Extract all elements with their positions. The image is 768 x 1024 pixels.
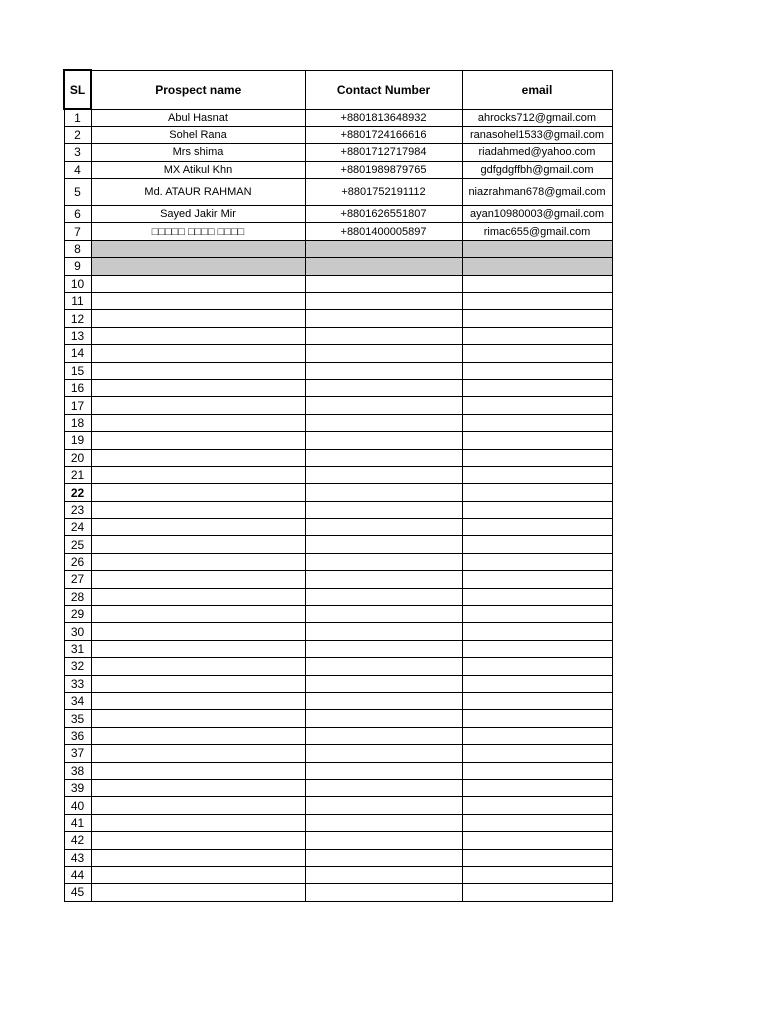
contact-number-cell[interactable] (305, 814, 462, 831)
prospect-name-cell[interactable]: Abul Hasnat (91, 109, 305, 126)
table-row (64, 501, 612, 518)
table-row (64, 658, 612, 675)
email-cell[interactable] (462, 797, 612, 814)
email-cell[interactable]: ranasohel1533@gmail.com (462, 126, 612, 143)
prospect-name-cell[interactable] (91, 240, 305, 257)
email-cell[interactable] (462, 588, 612, 605)
table-row (64, 432, 612, 449)
contact-number-cell[interactable] (305, 449, 462, 466)
contact-number-cell[interactable] (305, 484, 462, 501)
prospect-table (63, 69, 613, 902)
contact-number-cell[interactable] (305, 432, 462, 449)
sl-cell[interactable]: 45 (64, 884, 91, 901)
table-row (64, 553, 612, 570)
sl-cell[interactable]: 21 (64, 466, 91, 483)
sl-cell[interactable]: 30 (64, 623, 91, 640)
prospect-name-cell[interactable] (91, 310, 305, 327)
email-cell[interactable] (462, 345, 612, 362)
table-row (64, 126, 612, 143)
table-row (64, 310, 612, 327)
table-row (64, 179, 612, 206)
prospect-name-cell[interactable] (91, 658, 305, 675)
prospect-name-cell[interactable] (91, 762, 305, 779)
email-cell[interactable] (462, 640, 612, 657)
email-cell[interactable]: riadahmed@yahoo.com (462, 144, 612, 161)
contact-number-cell[interactable] (305, 553, 462, 570)
prospect-name-cell[interactable]: Sayed Jakir Mir (91, 206, 305, 223)
table-row (64, 161, 612, 178)
sl-cell[interactable]: 12 (64, 310, 91, 327)
prospect-name-cell[interactable] (91, 484, 305, 501)
sl-cell[interactable]: 4 (64, 161, 91, 178)
contact-number-cell[interactable] (305, 675, 462, 692)
email-cell[interactable] (462, 727, 612, 744)
sl-cell[interactable]: 33 (64, 675, 91, 692)
table-row (64, 240, 612, 257)
sl-cell[interactable]: 35 (64, 710, 91, 727)
table-row (64, 849, 612, 866)
sl-cell[interactable]: 39 (64, 779, 91, 796)
prospect-name-cell[interactable] (91, 727, 305, 744)
sl-cell[interactable]: 23 (64, 501, 91, 518)
table-row (64, 144, 612, 161)
contact-number-cell[interactable]: +8801989879765 (305, 161, 462, 178)
header-contact-number[interactable]: Contact Number (305, 70, 462, 109)
contact-number-cell[interactable]: +8801813648932 (305, 109, 462, 126)
contact-number-cell[interactable] (305, 779, 462, 796)
email-cell[interactable] (462, 571, 612, 588)
sl-cell[interactable]: 25 (64, 536, 91, 553)
contact-number-cell[interactable]: +8801400005897 (305, 223, 462, 240)
email-cell[interactable] (462, 536, 612, 553)
prospect-name-cell[interactable] (91, 866, 305, 883)
table-row (64, 623, 612, 640)
contact-number-cell[interactable] (305, 693, 462, 710)
email-cell[interactable] (462, 466, 612, 483)
contact-number-cell[interactable] (305, 310, 462, 327)
prospect-name-cell[interactable] (91, 362, 305, 379)
sl-cell[interactable]: 10 (64, 275, 91, 292)
table-row (64, 745, 612, 762)
sl-cell[interactable]: 40 (64, 797, 91, 814)
contact-number-cell[interactable] (305, 884, 462, 901)
table-row (64, 397, 612, 414)
table-row (64, 884, 612, 901)
sl-cell[interactable]: 27 (64, 571, 91, 588)
prospect-name-cell[interactable] (91, 797, 305, 814)
sl-cell[interactable]: 2 (64, 126, 91, 143)
table-row (64, 693, 612, 710)
sl-cell[interactable]: 15 (64, 362, 91, 379)
prospect-name-cell[interactable] (91, 710, 305, 727)
table-row (64, 345, 612, 362)
email-cell[interactable] (462, 745, 612, 762)
sl-cell[interactable]: 43 (64, 849, 91, 866)
sl-cell[interactable]: 41 (64, 814, 91, 831)
email-cell[interactable] (462, 258, 612, 275)
table-row (64, 258, 612, 275)
prospect-name-cell[interactable] (91, 432, 305, 449)
contact-number-cell[interactable]: +8801752191112 (305, 179, 462, 206)
email-cell[interactable]: rimac655@gmail.com (462, 223, 612, 240)
contact-number-cell[interactable] (305, 519, 462, 536)
contact-number-cell[interactable] (305, 379, 462, 396)
prospect-name-cell[interactable] (91, 501, 305, 518)
table-row (64, 727, 612, 744)
sl-cell[interactable]: 38 (64, 762, 91, 779)
contact-number-cell[interactable] (305, 640, 462, 657)
email-cell[interactable] (462, 519, 612, 536)
prospect-name-cell[interactable] (91, 849, 305, 866)
prospect-name-cell[interactable] (91, 832, 305, 849)
email-cell[interactable] (462, 310, 612, 327)
sl-cell[interactable]: 16 (64, 379, 91, 396)
email-cell[interactable] (462, 240, 612, 257)
sl-cell[interactable]: 14 (64, 345, 91, 362)
table-row (64, 109, 612, 126)
table-row (64, 762, 612, 779)
contact-number-cell[interactable] (305, 293, 462, 310)
table-row (64, 675, 612, 692)
contact-number-cell[interactable] (305, 623, 462, 640)
email-cell[interactable] (462, 623, 612, 640)
contact-number-cell[interactable] (305, 240, 462, 257)
table-row (64, 414, 612, 431)
sl-cell[interactable]: 24 (64, 519, 91, 536)
contact-number-cell[interactable] (305, 745, 462, 762)
table-row (64, 606, 612, 623)
email-cell[interactable] (462, 675, 612, 692)
email-cell[interactable] (462, 379, 612, 396)
contact-number-cell[interactable] (305, 588, 462, 605)
table-row (64, 449, 612, 466)
table-row (64, 536, 612, 553)
email-cell[interactable] (462, 849, 612, 866)
sl-cell[interactable]: 17 (64, 397, 91, 414)
table-row (64, 866, 612, 883)
contact-number-cell[interactable] (305, 606, 462, 623)
table-row (64, 797, 612, 814)
prospect-name-cell[interactable] (91, 258, 305, 275)
contact-number-cell[interactable] (305, 658, 462, 675)
email-cell[interactable] (462, 449, 612, 466)
table-row (64, 779, 612, 796)
contact-number-cell[interactable] (305, 466, 462, 483)
sl-cell[interactable]: 3 (64, 144, 91, 161)
contact-number-cell[interactable] (305, 362, 462, 379)
prospect-name-cell[interactable] (91, 588, 305, 605)
sl-cell[interactable]: 29 (64, 606, 91, 623)
email-cell[interactable] (462, 710, 612, 727)
prospect-name-cell[interactable] (91, 675, 305, 692)
prospect-name-cell[interactable]: Sohel Rana (91, 126, 305, 143)
table-row (64, 588, 612, 605)
sl-cell[interactable]: 36 (64, 727, 91, 744)
contact-number-cell[interactable] (305, 536, 462, 553)
sl-cell[interactable]: 42 (64, 832, 91, 849)
contact-number-cell[interactable]: +8801626551807 (305, 206, 462, 223)
contact-number-cell[interactable] (305, 762, 462, 779)
prospect-name-cell[interactable] (91, 745, 305, 762)
sl-cell[interactable]: 13 (64, 327, 91, 344)
contact-number-cell[interactable]: +8801712717984 (305, 144, 462, 161)
email-cell[interactable]: niazrahman678@gmail.com (462, 179, 612, 206)
contact-number-cell[interactable] (305, 327, 462, 344)
prospect-name-cell[interactable] (91, 623, 305, 640)
contact-number-cell[interactable] (305, 414, 462, 431)
prospect-name-cell[interactable] (91, 606, 305, 623)
email-cell[interactable] (462, 606, 612, 623)
email-cell[interactable] (462, 832, 612, 849)
prospect-name-cell[interactable] (91, 466, 305, 483)
email-cell[interactable] (462, 327, 612, 344)
sl-cell[interactable]: 31 (64, 640, 91, 657)
contact-number-cell[interactable] (305, 866, 462, 883)
table-row (64, 814, 612, 831)
contact-number-cell[interactable] (305, 397, 462, 414)
contact-number-cell[interactable] (305, 345, 462, 362)
prospect-name-cell[interactable] (91, 449, 305, 466)
prospect-name-cell[interactable] (91, 397, 305, 414)
sl-cell[interactable]: 8 (64, 240, 91, 257)
table-row (64, 519, 612, 536)
contact-number-cell[interactable]: +8801724166616 (305, 126, 462, 143)
sl-cell[interactable]: 32 (64, 658, 91, 675)
header-email[interactable]: email (462, 70, 612, 109)
sl-cell[interactable]: 44 (64, 866, 91, 883)
prospect-name-cell[interactable]: Md. ATAUR RAHMAN (91, 179, 305, 206)
contact-number-cell[interactable] (305, 727, 462, 744)
email-cell[interactable]: gdfgdgffbh@gmail.com (462, 161, 612, 178)
contact-number-cell[interactable] (305, 832, 462, 849)
table-row (64, 223, 612, 240)
prospect-name-cell[interactable] (91, 414, 305, 431)
table-row (64, 362, 612, 379)
table-row (64, 832, 612, 849)
prospect-name-cell[interactable] (91, 536, 305, 553)
prospect-name-cell[interactable] (91, 293, 305, 310)
header-sl[interactable]: SL (64, 70, 91, 109)
email-cell[interactable]: ayan10980003@gmail.com (462, 206, 612, 223)
prospect-name-cell[interactable] (91, 275, 305, 292)
table-row (64, 379, 612, 396)
sl-cell[interactable]: 5 (64, 179, 91, 206)
contact-number-cell[interactable] (305, 710, 462, 727)
email-cell[interactable] (462, 397, 612, 414)
sl-cell[interactable]: 7 (64, 223, 91, 240)
contact-number-cell[interactable] (305, 571, 462, 588)
contact-number-cell[interactable] (305, 797, 462, 814)
prospect-name-cell[interactable] (91, 814, 305, 831)
sl-cell[interactable]: 1 (64, 109, 91, 126)
prospect-name-cell[interactable]: Mrs shima (91, 144, 305, 161)
prospect-name-cell[interactable] (91, 519, 305, 536)
email-cell[interactable] (462, 275, 612, 292)
sl-cell[interactable]: 37 (64, 745, 91, 762)
prospect-name-cell[interactable]: □□□□□ □□□□ □□□□ (91, 223, 305, 240)
sl-cell[interactable]: 9 (64, 258, 91, 275)
email-cell[interactable] (462, 362, 612, 379)
email-cell[interactable] (462, 432, 612, 449)
prospect-name-cell[interactable] (91, 693, 305, 710)
table-row (64, 484, 612, 501)
table-row (64, 293, 612, 310)
prospect-name-cell[interactable] (91, 553, 305, 570)
prospect-name-cell[interactable] (91, 379, 305, 396)
sl-cell[interactable]: 18 (64, 414, 91, 431)
email-cell[interactable] (462, 293, 612, 310)
table-row (64, 275, 612, 292)
email-cell[interactable] (462, 553, 612, 570)
contact-number-cell[interactable] (305, 258, 462, 275)
contact-number-cell[interactable] (305, 275, 462, 292)
email-cell[interactable] (462, 501, 612, 518)
sl-cell[interactable]: 6 (64, 206, 91, 223)
table-row (64, 206, 612, 223)
sl-cell[interactable]: 34 (64, 693, 91, 710)
email-cell[interactable] (462, 814, 612, 831)
email-cell[interactable] (462, 658, 612, 675)
prospect-name-cell[interactable] (91, 779, 305, 796)
email-cell[interactable]: ahrocks712@gmail.com (462, 109, 612, 126)
header-prospect-name[interactable]: Prospect name (91, 70, 305, 109)
sl-cell[interactable]: 28 (64, 588, 91, 605)
sl-cell[interactable]: 11 (64, 293, 91, 310)
prospect-name-cell[interactable] (91, 884, 305, 901)
table-row (64, 466, 612, 483)
email-cell[interactable] (462, 693, 612, 710)
contact-number-cell[interactable] (305, 849, 462, 866)
sl-cell[interactable]: 22 (64, 484, 91, 501)
email-cell[interactable] (462, 414, 612, 431)
email-cell[interactable] (462, 884, 612, 901)
table-row (64, 640, 612, 657)
table-row (64, 327, 612, 344)
email-cell[interactable] (462, 762, 612, 779)
email-cell[interactable] (462, 779, 612, 796)
table-row (64, 710, 612, 727)
contact-number-cell[interactable] (305, 501, 462, 518)
header-row (64, 70, 612, 109)
sl-cell[interactable]: 20 (64, 449, 91, 466)
table-row (64, 571, 612, 588)
prospect-name-cell[interactable] (91, 640, 305, 657)
prospect-name-cell[interactable]: MX Atikul Khn (91, 161, 305, 178)
email-cell[interactable] (462, 866, 612, 883)
sl-cell[interactable]: 26 (64, 553, 91, 570)
email-cell[interactable] (462, 484, 612, 501)
prospect-name-cell[interactable] (91, 327, 305, 344)
sl-cell[interactable]: 19 (64, 432, 91, 449)
prospect-name-cell[interactable] (91, 571, 305, 588)
prospect-name-cell[interactable] (91, 345, 305, 362)
